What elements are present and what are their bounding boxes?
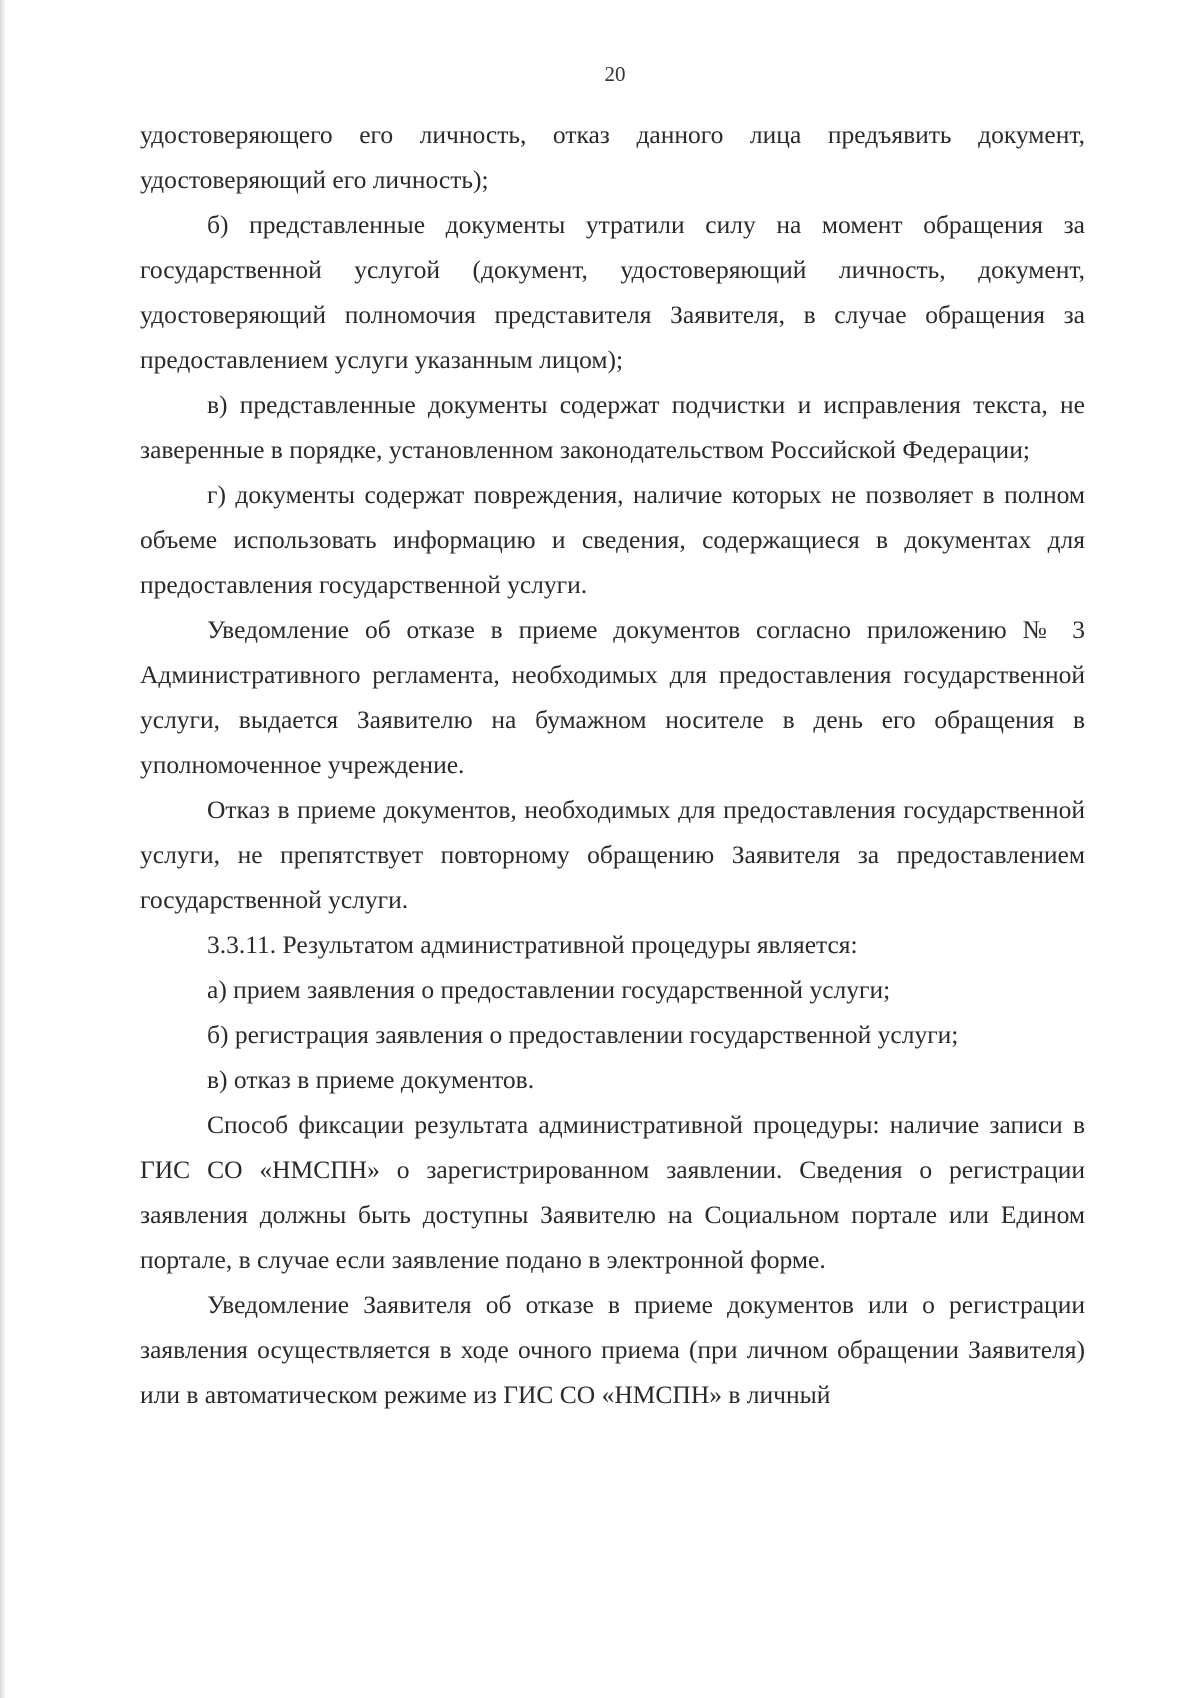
page-number: 20 bbox=[604, 62, 626, 86]
paragraph-item-g: г) документы содержат повреждения, наличие которых не позволяет в полном объеме использовать информацию и сведения, содержащиеся в документах для предоставления государственной услуги. bbox=[140, 480, 1085, 599]
paragraph-continuation: удостоверяющего его личность, отказ данного лица предъявить документ, удостоверяющий его личность); bbox=[140, 120, 1085, 194]
paragraph-applicant-notice: Уведомление Заявителя об отказе в приеме документов или о регистрации заявления осуществляется в ходе очного приема (при личном обращении Заявителя) или в автоматическом режиме из ГИС СО «НМСПН» в личный bbox=[140, 1290, 1085, 1409]
paragraph-result-v: в) отказ в приеме документов. bbox=[207, 1065, 535, 1094]
paragraph-item-b: б) представленные документы утратили силу на момент обращения за государственной услугой (документ, удостоверяющий личность, документ, удостоверяющий полномочия представителя Заявителя, в случае обращения за предоставлением услуги указанным лицом); bbox=[140, 210, 1085, 374]
paragraph-fixation-method: Способ фиксации результата административной процедуры: наличие записи в ГИС СО «НМСПН» о зарегистрированном заявлении. Сведения о регистрации заявления должны быть доступны Заявителю на Социальном портале или Едином портале, в случае если заявление подано в электронной форме. bbox=[140, 1110, 1085, 1274]
paragraph-section-3-3-11: 3.3.11. Результатом административной процедуры является: bbox=[207, 930, 858, 959]
paragraph-result-b: б) регистрация заявления о предоставлении государственной услуги; bbox=[207, 1020, 959, 1049]
document-body bbox=[140, 112, 1085, 1417]
paragraph-refusal-notice: Уведомление об отказе в приеме документов согласно приложению № 3 Административного регламента, необходимых для предоставления государственной услуги, выдается Заявителю на бумажном носителе в день его обращения в уполномоченное учреждение. bbox=[140, 615, 1085, 779]
page-edge-shadow bbox=[0, 0, 5, 1698]
paragraph-item-v: в) представленные документы содержат подчистки и исправления текста, не заверенные в порядке, установленном законодательством Российской Федерации; bbox=[140, 390, 1085, 464]
paragraph-result-a: а) прием заявления о предоставлении государственной услуги; bbox=[207, 975, 891, 1004]
paragraph-refusal-no-obstacle: Отказ в приеме документов, необходимых для предоставления государственной услуги, не препятствует повторному обращению Заявителя за предоставлением государственной услуги. bbox=[140, 795, 1085, 914]
